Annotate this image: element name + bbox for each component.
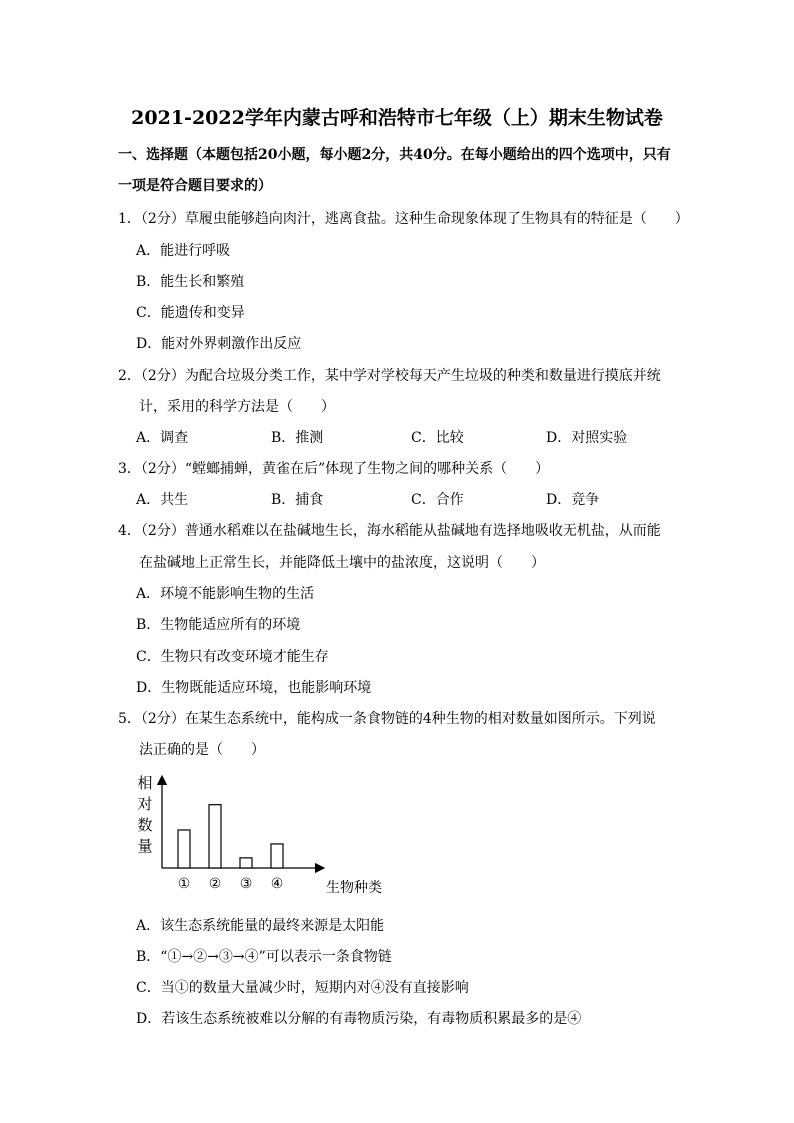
question-1-option-d: D．能对外界刺激作出反应 — [136, 336, 302, 352]
x-tick-label-2: ② — [208, 876, 222, 892]
question-5-option-d: D．若该生态系统被难以分解的有毒物质污染，有毒物质积累最多的是④ — [136, 1011, 582, 1027]
species-count-chart — [130, 768, 382, 900]
question-2-stem-cont: 计，采用的科学方法是（ ） — [139, 399, 335, 415]
bar-3 — [240, 858, 252, 868]
question-4-stem: 4．（2分）普通水稻难以在盐碱地生长，海水稻能从盐碱地有选择地吸收无机盐，从而能 — [118, 523, 661, 539]
y-axis-label-char: 量 — [137, 837, 153, 855]
x-tick-label-4: ④ — [270, 876, 284, 892]
question-3-option-b: B．捕食 — [271, 492, 324, 508]
section-heading: 一、选择题（本题包括20小题，每小题2分，共40分。在每小题给出的四个选项中，只有一项是符合题目要求的） — [118, 147, 671, 194]
x-axis-label: 生物种类 — [326, 880, 382, 896]
question-3-stem: 3．（2分）“螳螂捕蝉，黄雀在后”体现了生物之间的哪种关系（ ） — [118, 461, 550, 477]
question-3-option-a: A．共生 — [136, 492, 189, 508]
question-4-option-a: A．环境不能影响生物的生活 — [136, 586, 315, 602]
svg-text:相对数量 — [137, 774, 152, 855]
x-tick-label-1: ① — [177, 876, 191, 892]
question-2-option-d: D．对照实验 — [546, 430, 628, 446]
question-5-stem: 5．（2分）在某生态系统中，能构成一条食物链的4种生物的相对数量如图所示。下列说 — [118, 711, 656, 727]
question-4-option-d: D．生物既能适应环境，也能影响环境 — [136, 680, 372, 696]
y-axis-label-char: 对 — [137, 795, 153, 813]
question-2-option-b: B．推测 — [271, 430, 324, 446]
question-5-option-a: A．该生态系统能量的最终来源是太阳能 — [136, 918, 385, 934]
bar-1 — [178, 830, 190, 868]
question-3-option-c: C．合作 — [411, 492, 464, 508]
question-2-stem: 2．（2分）为配合垃圾分类工作，某中学对学校每天产生垃圾的种类和数量进行摸底并统 — [118, 368, 661, 384]
bar-2 — [209, 805, 221, 868]
question-1-option-a: A．能进行呼吸 — [136, 243, 231, 259]
bar-4 — [271, 844, 283, 868]
question-1-stem: 1．（2分）草履虫能够趋向肉汁，逃离食盐。这种生命现象体现了生物具有的特征是（ ） — [118, 211, 689, 227]
question-4-option-c: C．生物只有改变环境才能生存 — [136, 649, 329, 665]
question-5-option-b: B．“①→②→③→④”可以表示一条食物链 — [136, 949, 392, 965]
question-4-stem-cont: 在盐碱地上正常生长，并能降低土壤中的盐浓度，这说明（ ） — [139, 555, 545, 571]
y-axis-label-char: 数 — [137, 816, 153, 834]
question-4-option-b: B．生物能适应所有的环境 — [136, 617, 301, 633]
question-1-option-b: B．能生长和繁殖 — [136, 274, 245, 290]
page-title: 2021-2022学年内蒙古呼和浩特市七年级（上）期末生物试卷 — [131, 107, 663, 129]
y-axis-label — [137, 774, 152, 855]
question-2-option-c: C．比较 — [411, 430, 464, 446]
question-3-option-d: D．竞争 — [546, 492, 600, 508]
question-1-option-c: C．能遗传和变异 — [136, 305, 245, 321]
x-tick-label-3: ③ — [239, 876, 253, 892]
question-5-option-c: C．当①的数量大量减少时，短期内对④没有直接影响 — [136, 980, 469, 996]
question-5-stem-cont: 法正确的是（ ） — [139, 742, 265, 758]
question-2-option-a: A．调查 — [136, 430, 189, 446]
y-axis-label-char: 相 — [137, 774, 153, 792]
